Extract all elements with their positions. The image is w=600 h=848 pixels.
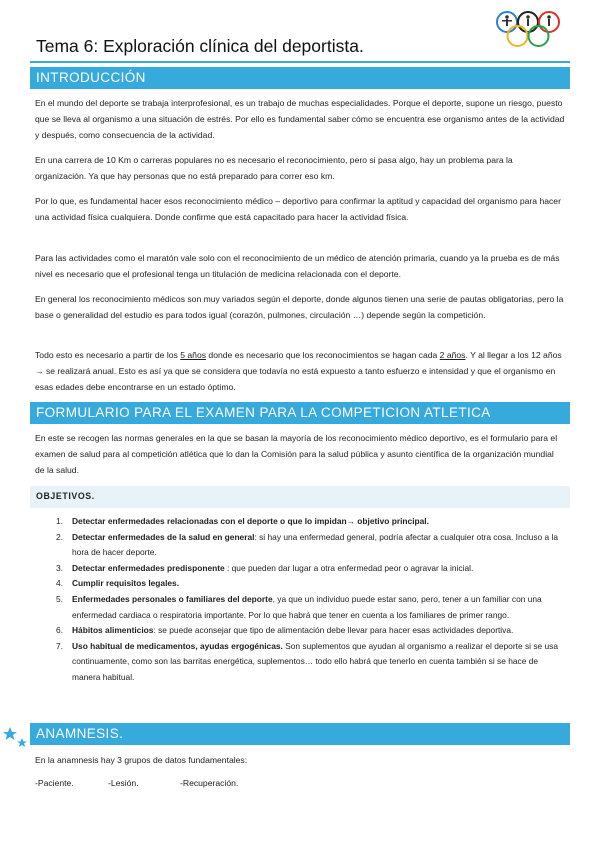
section-heading-introduccion: INTRODUCCIÓN: [36, 70, 146, 85]
page-title: Tema 6: Exploración clínica del deportista.: [36, 36, 364, 56]
intro-paragraph-6: Todo esto es necesario a partir de los 5 años donde es necesario que los reconocimientos se hagan cada 2 años. Y al llegar a los 12 años → se realizará anual. Esto es así ya que se considera que todavía no está expuesto a tanto esfuerzo e intensidad y que el organismo en esas edades debe encontrarse en un estado óptimo.: [35, 350, 562, 392]
form-paragraph: En este se recogen las normas generales en la que se basan la mayoría de los reconocimiento médico deportivo, es el formulario para el examen de salud para al competición atlética que lo dan la Comisión para la salud pública y asunto científica de la organización mundial de la salud.: [35, 433, 558, 475]
underlined-age-5: 5 años: [180, 350, 207, 360]
section-heading-anamnesis: ANAMNESIS.: [36, 726, 124, 741]
list-item: 7. Uso habitual de medicamentos, ayudas ergogénicas. Son suplementos que ayudan al organismo a realizar el deporte si se usa continuamente, como son las barritas energética, suplementos… todo ello habrá que tenerlo en cuenta también si se hace de manera habitual.: [56, 640, 558, 682]
section-band-introduccion: [30, 67, 570, 89]
intro-paragraph-3: Por lo que, es fundamental hacer esos reconocimiento médico – deportivo para confirmar la aptitud y capacidad del organismo para hacer una actividad física cualquiera. Donde confirme que está capacitado para hacer la actividad física.: [35, 196, 561, 222]
anamnesis-groups: [35, 778, 435, 794]
list-item: 5. Enfermedades personales o familiares del deporte, ya que un individuo puede estar sano, pero, tener a un familiar con una enfermedad cardiaca o respiratoria importante. Por lo que habrá que tener en cuenta a los familiares de primer rango.: [56, 593, 542, 620]
group-paciente: -Paciente.: [35, 778, 74, 788]
decorative-stars-icon: [2, 726, 30, 752]
intro-paragraph-1: En el mundo del deporte se trabaja interprofesional, es un trabajo de muchas especialidades. Porque el deporte, supone un riesgo, puesto que se lleva al organismo a una situación de estrés. Por ello es fundamental saber cómo se encuentra ese organismo antes de la actividad y después, como consecuencia de la actividad.: [35, 98, 565, 140]
objectives-band: [30, 486, 570, 508]
title-underline: [30, 61, 570, 63]
section-heading-formulario: FORMULARIO PARA EL EXAMEN PARA LA COMPETICION ATLETICA: [36, 405, 491, 420]
group-lesion: -Lesión.: [108, 778, 139, 788]
intro-paragraph-5: En general los reconocimiento médicos son muy variados según el deporte, donde algunos tienen una serie de pautas obligatorias, pero la base o generalidad del estudio es para todos igual (corazón, pulmones, circulación …) depende según la competición.: [35, 294, 564, 320]
olympic-sports-logo-icon: [496, 8, 560, 54]
list-item: 6. Hábitos alimenticios: se puede aconsejar que tipo de alimentación debe llevar para hacer esas actividades deportiva.: [56, 625, 514, 636]
list-item: 4. Cumplir requisitos legales.: [56, 578, 180, 589]
underlined-interval-2: 2 años: [439, 350, 466, 360]
list-item: 1. Detectar enfermedades relacionadas con el deporte o que lo impidan→ objetivo principal.: [56, 516, 429, 526]
list-item: 2. Detectar enfermedades de la salud en general: si hay una enfermedad general, podría afectar a cualquier otra cosa. Incluso a la hora de hacer deporte.: [56, 531, 559, 558]
group-recuperacion: -Recuperación.: [180, 778, 239, 788]
intro-paragraph-4: Para las actividades como el maratón vale solo con el reconocimiento de un médico de atención primaria, cuando ya la prueba es de más nivel es necesario que el profesional tenga un titulación de medicina relacionada con el deporte.: [35, 253, 560, 279]
section-band-anamnesis: [30, 723, 570, 745]
list-item: 3. Detectar enfermedades predisponente : que pueden dar lugar a otra enfermedad peor o agravar la inicial.: [56, 562, 474, 573]
objectives-list: [56, 514, 566, 686]
title-row: [30, 34, 570, 64]
section-band-formulario: [30, 402, 570, 424]
objectives-heading: OBJETIVOS.: [36, 491, 95, 501]
intro-paragraph-2: En una carrera de 10 Km o carreras populares no es necesario el reconocimiento, pero si pasa algo, hay un problema para la organización. Ya que hay personas que no está preparado para correr eso km.: [35, 155, 513, 181]
anamnesis-intro: En la anamnesis hay 3 grupos de datos fundamentales:: [35, 755, 248, 765]
